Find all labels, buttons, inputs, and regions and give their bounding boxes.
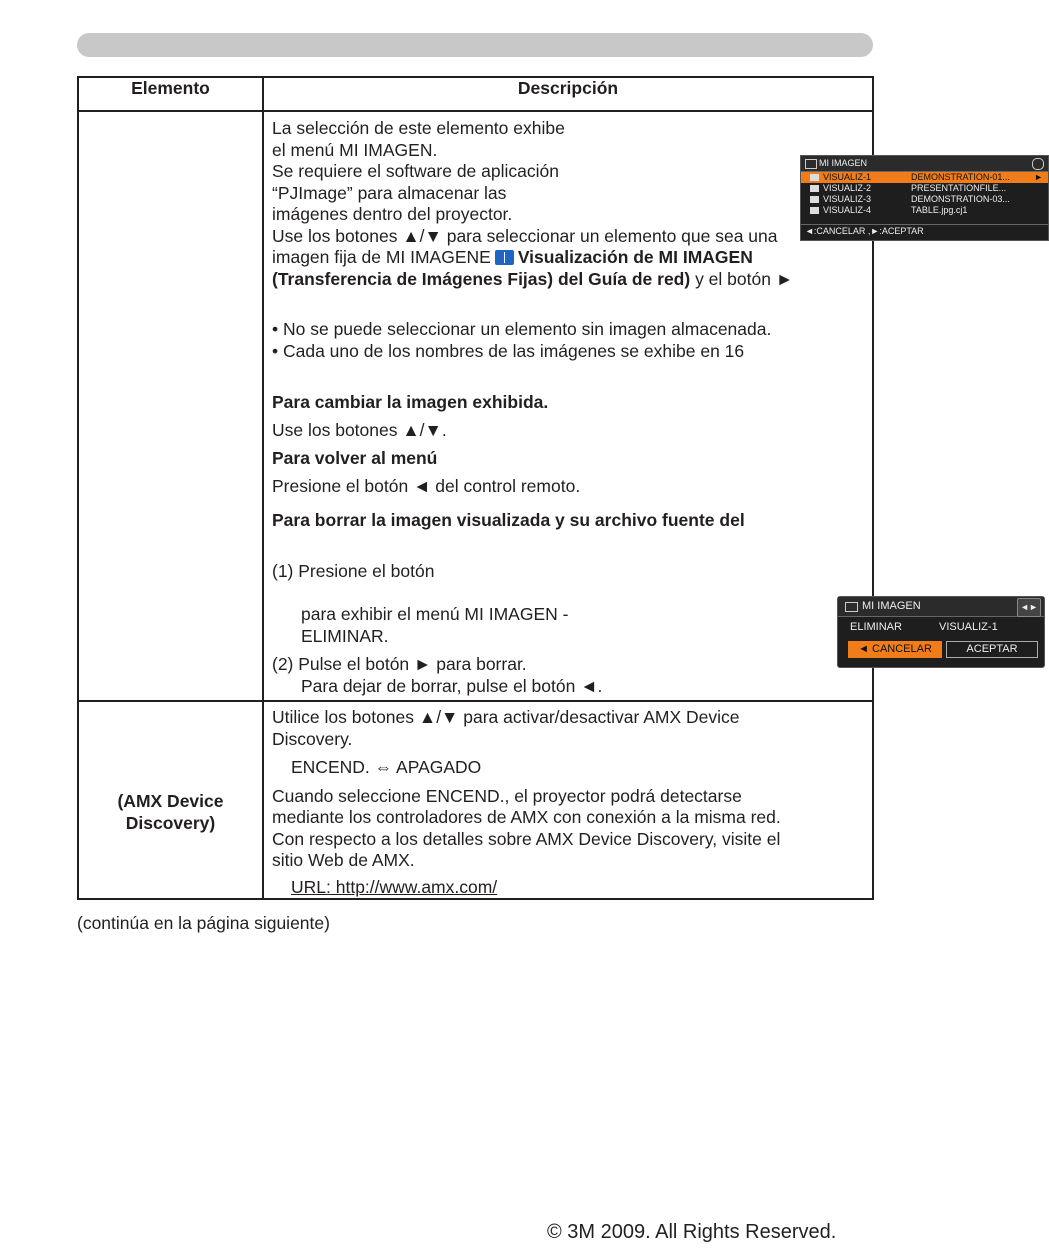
osd-item-name: VISUALIZ-2 (823, 183, 872, 193)
file-icon (810, 207, 819, 214)
description-cell-my-image (263, 111, 1043, 701)
my-image-menu-screenshot (800, 155, 1049, 241)
desc-line-reference (272, 247, 753, 269)
osd-cancel-button: ◄ CANCELAR (848, 641, 942, 658)
column-header-element: Elemento (78, 77, 263, 111)
desc-line: Cuando seleccione ENCEND., el proyector podrá detectarse (272, 786, 742, 806)
osd-item-file: PRESENTATIONFILE... (911, 183, 1007, 193)
image-menu-icon (845, 602, 858, 612)
osd-title: MI IMAGEN (862, 600, 921, 612)
table-row-amx (78, 701, 873, 899)
desc-line: Utilice los botones ▲/▼ para activar/desactivar AMX Device (272, 707, 740, 727)
step-1-detail: para exhibir el menú MI IMAGEN - (301, 604, 569, 624)
element-cell-amx (78, 701, 263, 899)
osd-list-item (801, 172, 1048, 183)
image-menu-icon (805, 159, 817, 169)
control-icon (1032, 158, 1044, 170)
element-name-line: Discovery) (125, 813, 216, 833)
note-bullet: • No se puede seleccionar un elemento sin imagen almacenada. (272, 319, 772, 339)
osd-title-bar (801, 156, 1048, 172)
osd-footer (801, 224, 1048, 238)
table-header-row (78, 77, 873, 111)
osd-item-file: DEMONSTRATION-03... (911, 194, 1010, 204)
desc-line: “PJImage” para almacenar las (272, 183, 507, 203)
step-2: (2) Pulse el botón ► para borrar. (272, 654, 527, 674)
file-icon (810, 196, 819, 203)
control-icon: ◄► (1017, 598, 1041, 617)
subheading-back-to-menu: Para volver al menú (272, 448, 438, 468)
step-1-detail: ELIMINAR. (301, 626, 389, 646)
desc-text: imagen fija de MI IMAGENE (272, 247, 491, 267)
note-bullet: • Cada uno de los nombres de las imágenes se exhibe en 16 (272, 341, 745, 361)
osd-item-name: VISUALIZ-3 (823, 194, 872, 204)
desc-line: Discovery. (272, 729, 353, 749)
file-icon (810, 185, 819, 192)
element-name-amx (79, 790, 262, 834)
delete-menu-screenshot (837, 596, 1045, 668)
osd-title-bar (838, 597, 1044, 617)
subheading-change-image: Para cambiar la imagen exhibida. (272, 392, 549, 412)
desc-text: y el botón ► (690, 269, 794, 289)
settings-table (77, 76, 1043, 900)
element-name-line: (AMX Device (117, 791, 224, 811)
osd-item-name: VISUALIZ-1 (823, 172, 872, 182)
continued-note: (continúa en la página siguiente) (77, 913, 330, 933)
osd-item-file: TABLE.jpg.cj1 (911, 205, 968, 215)
step-1: (1) Presione el botón (272, 561, 435, 581)
column-header-description: Descripción (263, 77, 873, 111)
osd-item-file: DEMONSTRATION-01... (911, 172, 1010, 182)
osd-delete-label: ELIMINAR (850, 621, 902, 633)
osd-list-item (801, 194, 1048, 205)
reference-link-subtitle: (Transferencia de Imágenes Fijas) del Guía de red) (272, 269, 691, 289)
desc-line: mediante los controladores de AMX con conexión a la misma red. (272, 807, 781, 827)
osd-list-item (801, 183, 1048, 194)
osd-delete-value: VISUALIZ-1 (939, 621, 998, 633)
desc-line-reference-2 (272, 269, 793, 291)
desc-line: imágenes dentro del proyector. (272, 204, 513, 224)
arrow-right-icon: ► (1034, 172, 1043, 182)
change-image-text: Use los botones ▲/▼. (272, 420, 447, 440)
option-values: ENCEND. ⇔ APAGADO (291, 757, 482, 777)
desc-line: sitio Web de AMX. (272, 850, 415, 870)
subheading-delete-image: Para borrar la imagen visualizada y su archivo fuente del (272, 510, 745, 530)
book-icon (495, 250, 514, 265)
desc-line: La selección de este elemento exhibe (272, 118, 565, 138)
back-to-menu-text: Presione el botón ◄ del control remoto. (272, 476, 581, 496)
desc-line: el menú MI IMAGEN. (272, 140, 438, 160)
step-2-detail: Para dejar de borrar, pulse el botón ◄. (301, 676, 603, 696)
copyright-footer: © 3M 2009. All Rights Reserved. (547, 1221, 837, 1243)
osd-item-name: VISUALIZ-4 (823, 205, 872, 215)
desc-line: Use los botones ▲/▼ para seleccionar un elemento que sea una (272, 226, 778, 246)
osd-list-item (801, 205, 1048, 216)
reference-link-title: Visualización de MI IMAGEN (517, 247, 753, 267)
table-row-my-image (78, 111, 873, 701)
description-cell-amx (263, 701, 873, 899)
header-bar (77, 33, 873, 57)
amx-url-link[interactable]: URL: http://www.amx.com/ (291, 877, 498, 897)
desc-line: Con respecto a los detalles sobre AMX Device Discovery, visite el (272, 829, 781, 849)
osd-accept-button: ACEPTAR (946, 641, 1038, 658)
desc-line: Se requiere el software de aplicación (272, 161, 559, 181)
file-icon (810, 174, 819, 181)
osd-footer-text: ◄:CANCELAR ,►:ACEPTAR (805, 226, 924, 236)
element-cell-empty (78, 111, 263, 701)
osd-title: MI IMAGEN (819, 158, 868, 168)
